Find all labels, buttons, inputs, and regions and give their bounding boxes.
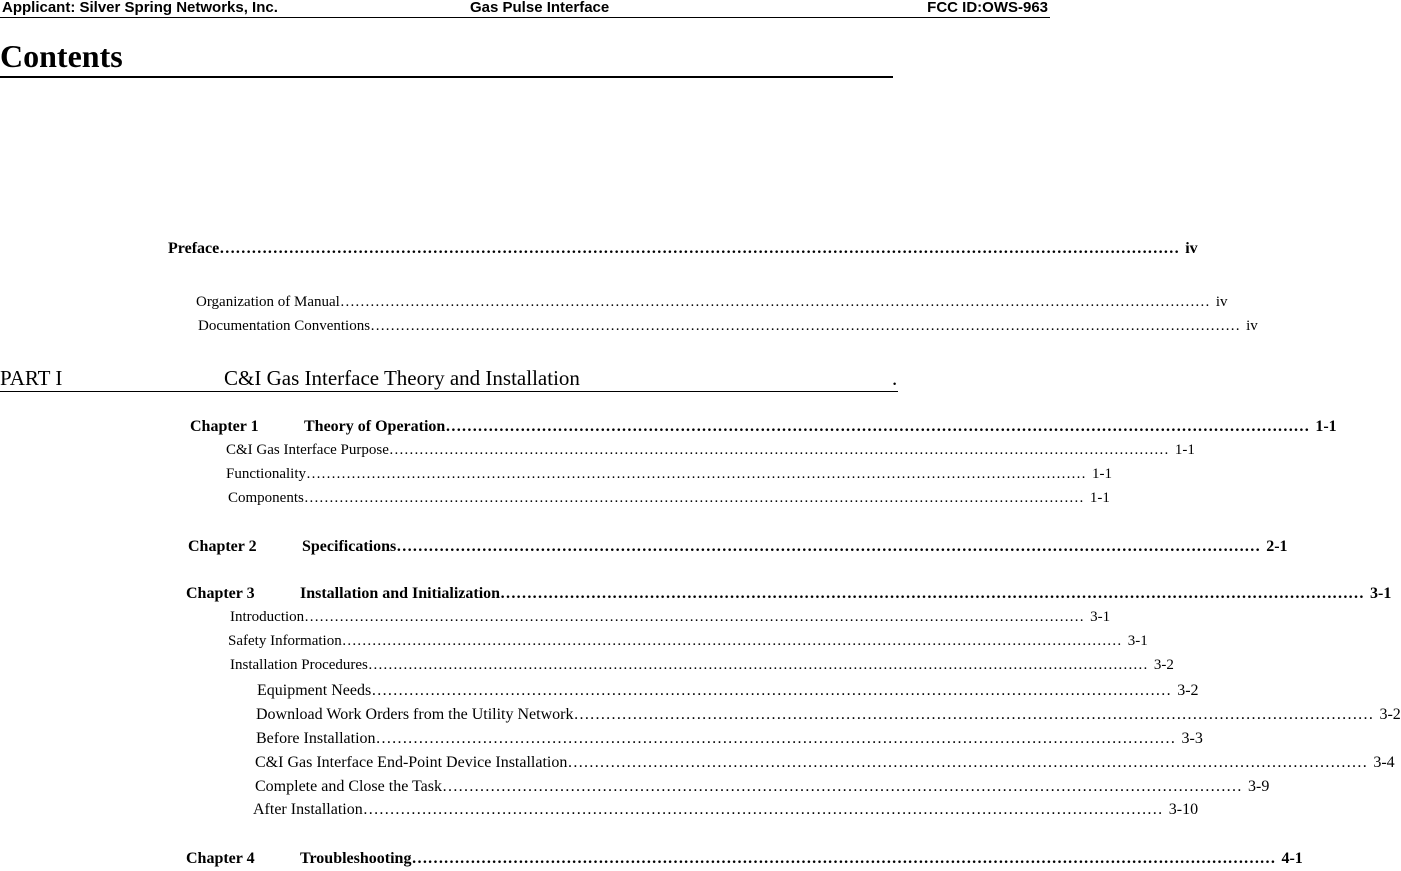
part-end-marker: . xyxy=(892,366,898,390)
toc-label: Components xyxy=(228,490,304,506)
toc-page: 1-1 xyxy=(1089,490,1110,506)
toc-entry[interactable] xyxy=(228,490,1110,509)
toc-page: 3-1 xyxy=(1090,609,1111,625)
toc-label: Installation Procedures xyxy=(230,657,368,673)
toc-page: 3-10 xyxy=(1168,801,1199,818)
toc-page: 1-1 xyxy=(1092,466,1112,482)
toc-label: C&I Gas Interface Purpose xyxy=(226,442,389,458)
toc-entry-chapter-1[interactable] xyxy=(190,418,1337,439)
chapter-title: Troubleshooting xyxy=(300,850,412,867)
toc-entry[interactable] xyxy=(255,778,1270,798)
part-heading[interactable] xyxy=(0,366,898,392)
toc-leader: ………………………………………………………………………………………………………………………………………… xyxy=(388,442,1169,458)
toc-leader: ……………………………………………………………………………………………………………………………………………… xyxy=(500,585,1365,602)
toc-page: iv xyxy=(1215,294,1228,310)
toc-page: 1-1 xyxy=(1315,418,1337,435)
toc-leader: ………………………………………………………………………………………………………………………………………………………… xyxy=(370,318,1241,334)
toc-label: Functionality xyxy=(226,466,306,482)
toc-leader: …………………………………………………………………………………………………………………………………… xyxy=(573,706,1374,723)
toc-entry[interactable] xyxy=(196,294,1228,313)
toc-page: 3-2 xyxy=(1153,657,1174,673)
toc-entry[interactable] xyxy=(255,754,1395,774)
toc-entry[interactable] xyxy=(228,633,1148,652)
toc-entry[interactable] xyxy=(226,466,1112,485)
chapter-number: Chapter 1 xyxy=(190,418,259,435)
page-title-row xyxy=(0,38,893,78)
toc-leader: …………………………………………………………………………………………………………………………………… xyxy=(375,730,1176,747)
toc-entry[interactable] xyxy=(226,442,1195,461)
toc-label: Introduction xyxy=(230,609,305,625)
chapter-title: Theory of Operation xyxy=(304,418,446,435)
toc-page: 3-2 xyxy=(1177,682,1199,699)
toc-entry-chapter-4[interactable] xyxy=(186,850,1303,871)
toc-label: Documentation Conventions xyxy=(198,318,371,334)
toc-entry[interactable] xyxy=(198,318,1258,337)
toc-label: Organization of Manual xyxy=(196,294,340,310)
part-title: C&I Gas Interface Theory and Installation xyxy=(224,366,580,390)
toc-leader: ………………………………………………………………………………………………………………………………………… xyxy=(303,490,1084,506)
toc-label: Preface xyxy=(168,240,220,257)
toc-leader: ……………………………………………………………………………………………………………………………………………… xyxy=(411,850,1276,867)
toc-leader: ………………………………………………………………………………………………………………………………………… xyxy=(341,633,1122,649)
toc-leader: ………………………………………………………………………………………………………………………………………… xyxy=(367,657,1148,673)
toc-leader: ………………………………………………………………………………………………………………………………………………………… xyxy=(339,294,1210,310)
page-title: Contents xyxy=(0,38,123,74)
toc-page: 1-1 xyxy=(1174,442,1195,458)
chapter-number: Chapter 3 xyxy=(186,585,255,602)
toc-entry[interactable] xyxy=(230,657,1174,676)
toc-leader: ………………………………………………………………………………………………………………………………………… xyxy=(306,466,1086,482)
toc-leader: …………………………………………………………………………………………………………………………………… xyxy=(567,754,1368,771)
toc-entry[interactable] xyxy=(253,801,1199,821)
chapter-title: Installation and Initialization xyxy=(300,585,501,602)
fcc-id: FCC ID:OWS-963 xyxy=(927,0,1048,16)
toc-entry-chapter-3[interactable] xyxy=(186,585,1392,606)
toc-leader: ……………………………………………………………………………………………………………………………………………… xyxy=(396,538,1261,555)
toc-page: 2-1 xyxy=(1266,538,1288,555)
chapter-number: Chapter 2 xyxy=(188,538,257,555)
toc-label: Before Installation xyxy=(256,730,376,747)
toc-page: 4-1 xyxy=(1281,850,1303,867)
toc-page: 3-4 xyxy=(1373,754,1395,771)
toc-leader: ……………………………………………………………………………………………………………………………………………………………… xyxy=(219,240,1180,257)
toc-entry[interactable] xyxy=(256,706,1401,726)
toc-label: Download Work Orders from the Utility Network xyxy=(256,706,574,723)
toc-entry[interactable] xyxy=(230,609,1111,628)
toc-label: Equipment Needs xyxy=(257,682,372,699)
toc-leader: …………………………………………………………………………………………………………………………………… xyxy=(442,778,1242,795)
toc-page: 3-2 xyxy=(1379,706,1401,723)
toc-page: 3-1 xyxy=(1127,633,1148,649)
toc-entry[interactable] xyxy=(257,682,1199,702)
toc-entry[interactable] xyxy=(256,730,1203,750)
toc-label: After Installation xyxy=(253,801,363,818)
product-name: Gas Pulse Interface xyxy=(470,0,610,16)
chapter-title: Specifications xyxy=(302,538,397,555)
toc-page: 3-1 xyxy=(1370,585,1392,602)
toc-page: 3-9 xyxy=(1248,778,1270,795)
toc-leader: …………………………………………………………………………………………………………………………………… xyxy=(362,801,1163,818)
toc-page: 3-3 xyxy=(1181,730,1203,747)
toc-page: iv xyxy=(1246,318,1258,334)
toc-entry-chapter-2[interactable] xyxy=(188,538,1288,559)
toc-page: iv xyxy=(1185,240,1198,257)
toc-leader: ………………………………………………………………………………………………………………………………………… xyxy=(304,609,1085,625)
chapter-number: Chapter 4 xyxy=(186,850,255,867)
toc-label: Safety Information xyxy=(228,633,342,649)
toc-leader: ……………………………………………………………………………………………………………………………………………… xyxy=(445,418,1310,435)
applicant-name: Applicant: Silver Spring Networks, Inc. xyxy=(2,0,278,16)
toc-entry-preface[interactable] xyxy=(168,240,1198,260)
page-header xyxy=(0,0,1050,18)
part-label: PART I xyxy=(0,366,63,390)
toc-label: C&I Gas Interface End-Point Device Installation xyxy=(255,754,568,771)
toc-leader: …………………………………………………………………………………………………………………………………… xyxy=(371,682,1172,699)
toc-label: Complete and Close the Task xyxy=(255,778,442,795)
